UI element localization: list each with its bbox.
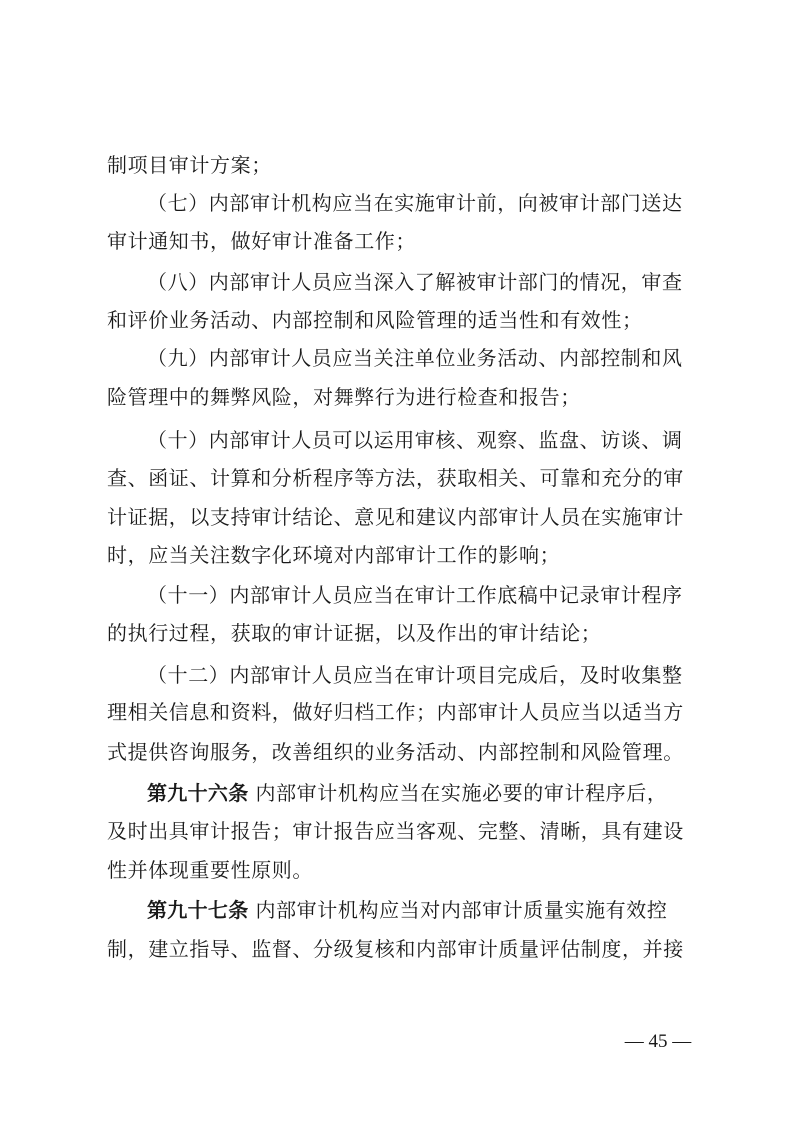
text-line: （九）内部审计人员应当关注单位业务活动、内部控制和风 — [147, 346, 683, 370]
article-97-text: 内部审计机构应当对内部审计质量实施有效控 — [255, 898, 668, 922]
text-line: 的执行过程，获取的审计证据，以及作出的审计结论； — [107, 621, 602, 645]
text-line: 制项目审计方案； — [107, 153, 272, 177]
text-line: 时，应当关注数字化环境对内部审计工作的影响； — [107, 543, 561, 567]
text-line: 审计通知书，做好审计准备工作； — [107, 229, 416, 253]
text-line: （十一）内部审计人员应当在审计工作底稿中记录审计程序 — [147, 583, 683, 607]
article-96-first-line — [147, 778, 693, 808]
text-line: 理相关信息和资料，做好归档工作；内部审计人员应当以适当方 — [107, 700, 684, 724]
text-line: 及时出具审计报告；审计报告应当客观、完整、清晰，具有建设 — [107, 819, 684, 843]
article-97-first-line — [147, 895, 693, 925]
text-line: 计证据，以支持审计结论、意见和建议内部审计人员在实施审计 — [107, 505, 684, 529]
text-line: 性并体现重要性原则。 — [107, 858, 313, 882]
page-number: — 45 — — [624, 1031, 692, 1052]
text-line: 险管理中的舞弊风险，对舞弊行为进行检查和报告； — [107, 385, 581, 409]
text-line: （八）内部审计人员应当深入了解被审计部门的情况，审查 — [147, 270, 683, 294]
article-96-number: 第九十六条 — [147, 781, 249, 805]
text-line: 和评价业务活动、内部控制和风险管理的适当性和有效性； — [107, 308, 643, 332]
text-line: 制，建立指导、监督、分级复核和内部审计质量评估制度，并接 — [107, 937, 684, 961]
text-line: 式提供咨询服务，改善组织的业务活动、内部控制和风险管理。 — [107, 740, 684, 764]
text-line: （十）内部审计人员可以运用审核、观察、监盘、访谈、调 — [147, 428, 683, 452]
article-96-text: 内部审计机构应当在实施必要的审计程序后， — [255, 781, 668, 805]
text-line: （七）内部审计机构应当在实施审计前，向被审计部门送达 — [147, 191, 683, 215]
article-97-number: 第九十七条 — [147, 898, 249, 922]
text-line: 查、函证、计算和分析程序等方法，获取相关、可靠和充分的审 — [107, 466, 684, 490]
text-line: （十二）内部审计人员应当在审计项目完成后，及时收集整 — [147, 663, 683, 687]
